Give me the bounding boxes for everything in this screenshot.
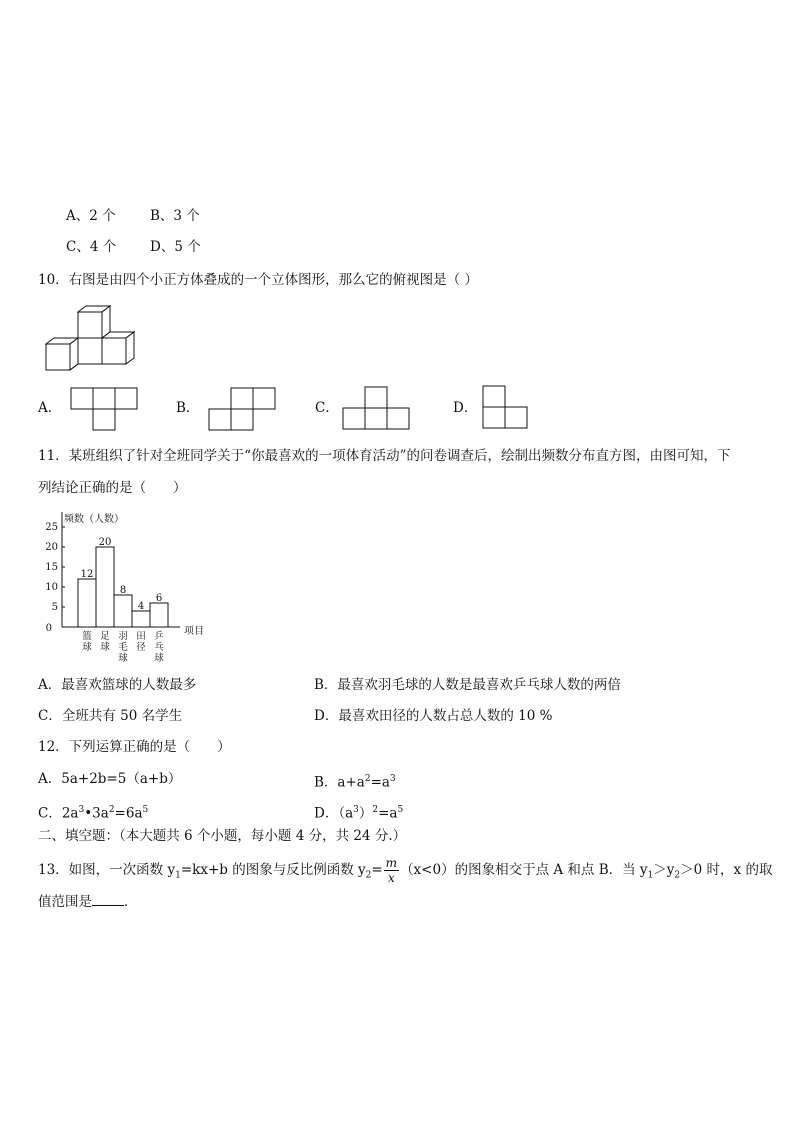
category-label: 球 — [118, 653, 128, 664]
bar-value-label: 4 — [137, 601, 145, 612]
q11-option-d: D．最喜欢田径的人数占总人数的 10 % — [314, 708, 553, 724]
category-label: 羽 — [118, 631, 128, 642]
q9-option-b: B、3 个 — [150, 208, 200, 224]
q9-option-d: D、5 个 — [150, 239, 201, 255]
category-label: 乒 — [154, 631, 164, 642]
q10-stem: 10．右图是由四个小正方体叠成的一个立体图形，那么它的俯视图是（ ） — [38, 272, 478, 288]
q11-option-a: A．最喜欢篮球的人数最多 — [38, 677, 197, 693]
bar-3 — [132, 611, 150, 627]
q10-label-d: D． — [453, 400, 478, 416]
bar-value-label: 12 — [80, 569, 94, 580]
category-label: 径 — [136, 642, 146, 653]
y-tick-label: 5 — [51, 602, 58, 613]
q12-option-b: B．$a+a^2=a^3$ — [314, 774, 396, 791]
q10-label-b: B． — [176, 400, 200, 416]
y-tick-label: 20 — [45, 542, 58, 553]
category-label: 篮 — [82, 631, 92, 642]
q9-option-c: C、4 个 — [66, 239, 117, 255]
q10-option-c-view — [342, 386, 412, 432]
q13-stem-line1: 13．如图，一次函数 $y_1=kx+b$ 的图象与反比例函数 $y_2=$ $\frac{m}{x}$ （x<0）的图象相交于点 A 和点 B．当 $y_1>y_2>0$ 时，x 的取 — [38, 856, 773, 885]
y-tick-label: 0 — [45, 623, 52, 634]
q10-option-d-view — [481, 385, 531, 433]
category-label: 乓 — [154, 642, 164, 653]
bar-value-label: 8 — [119, 585, 127, 596]
x-axis-label: 项目 — [184, 626, 204, 637]
q11-stem-line1: 11．某班组织了针对全班同学关于“你最喜欢的一项体育活动”的问卷调查后，绘制出频数分布直方图，由图可知，下 — [38, 448, 731, 464]
answer-blank[interactable] — [92, 893, 124, 906]
q12-option-d: D．$(a^3)^2=a^5$ — [314, 805, 404, 822]
y-axis-label: 频数（人数） — [64, 514, 124, 525]
y-tick-label: 15 — [45, 562, 58, 573]
bar-0 — [78, 579, 96, 627]
q11-histogram — [40, 508, 220, 668]
bar-value-label: 20 — [98, 537, 112, 548]
y-tick-label: 25 — [45, 522, 58, 533]
q10-option-b-view — [208, 387, 278, 433]
q13-fraction: $\frac{m}{x}$ — [385, 856, 398, 885]
category-label: 毛 — [118, 642, 128, 653]
category-label: 球 — [100, 642, 110, 653]
q10-label-a: A． — [38, 400, 62, 416]
category-label: 田 — [136, 631, 146, 642]
q10-option-a-view — [70, 387, 140, 433]
y-tick-label: 10 — [45, 582, 58, 593]
category-label: 球 — [154, 653, 164, 664]
q12-option-a: A．5a+2b=5（a+b） — [38, 771, 182, 787]
q9-option-a: A、2 个 — [66, 208, 116, 224]
q12-option-c: C．$2a^3•3a^2=6a^5$ — [38, 805, 149, 822]
q11-stem-line2: 列结论正确的是（ ） — [38, 480, 187, 496]
section-2-title: 二、填空题：（本大题共 6 个小题，每小题 4 分，共 24 分.） — [38, 828, 407, 844]
bar-2 — [114, 595, 132, 627]
bar-1 — [96, 547, 114, 627]
bar-value-label: 6 — [155, 593, 163, 604]
q11-option-c: C．全班共有 50 名学生 — [38, 708, 183, 724]
q12-stem: 12．下列运算正确的是（ ） — [38, 739, 231, 755]
q13-stem-line2: 值范围是 ． — [38, 894, 138, 910]
category-label: 球 — [82, 642, 92, 653]
q10-cube-figure — [40, 304, 140, 374]
category-label: 足 — [100, 631, 110, 642]
q11-option-b: B．最喜欢羽毛球的人数是最喜欢乒乓球人数的两倍 — [314, 677, 621, 693]
q10-label-c: C． — [315, 400, 339, 416]
bar-4 — [150, 603, 168, 627]
